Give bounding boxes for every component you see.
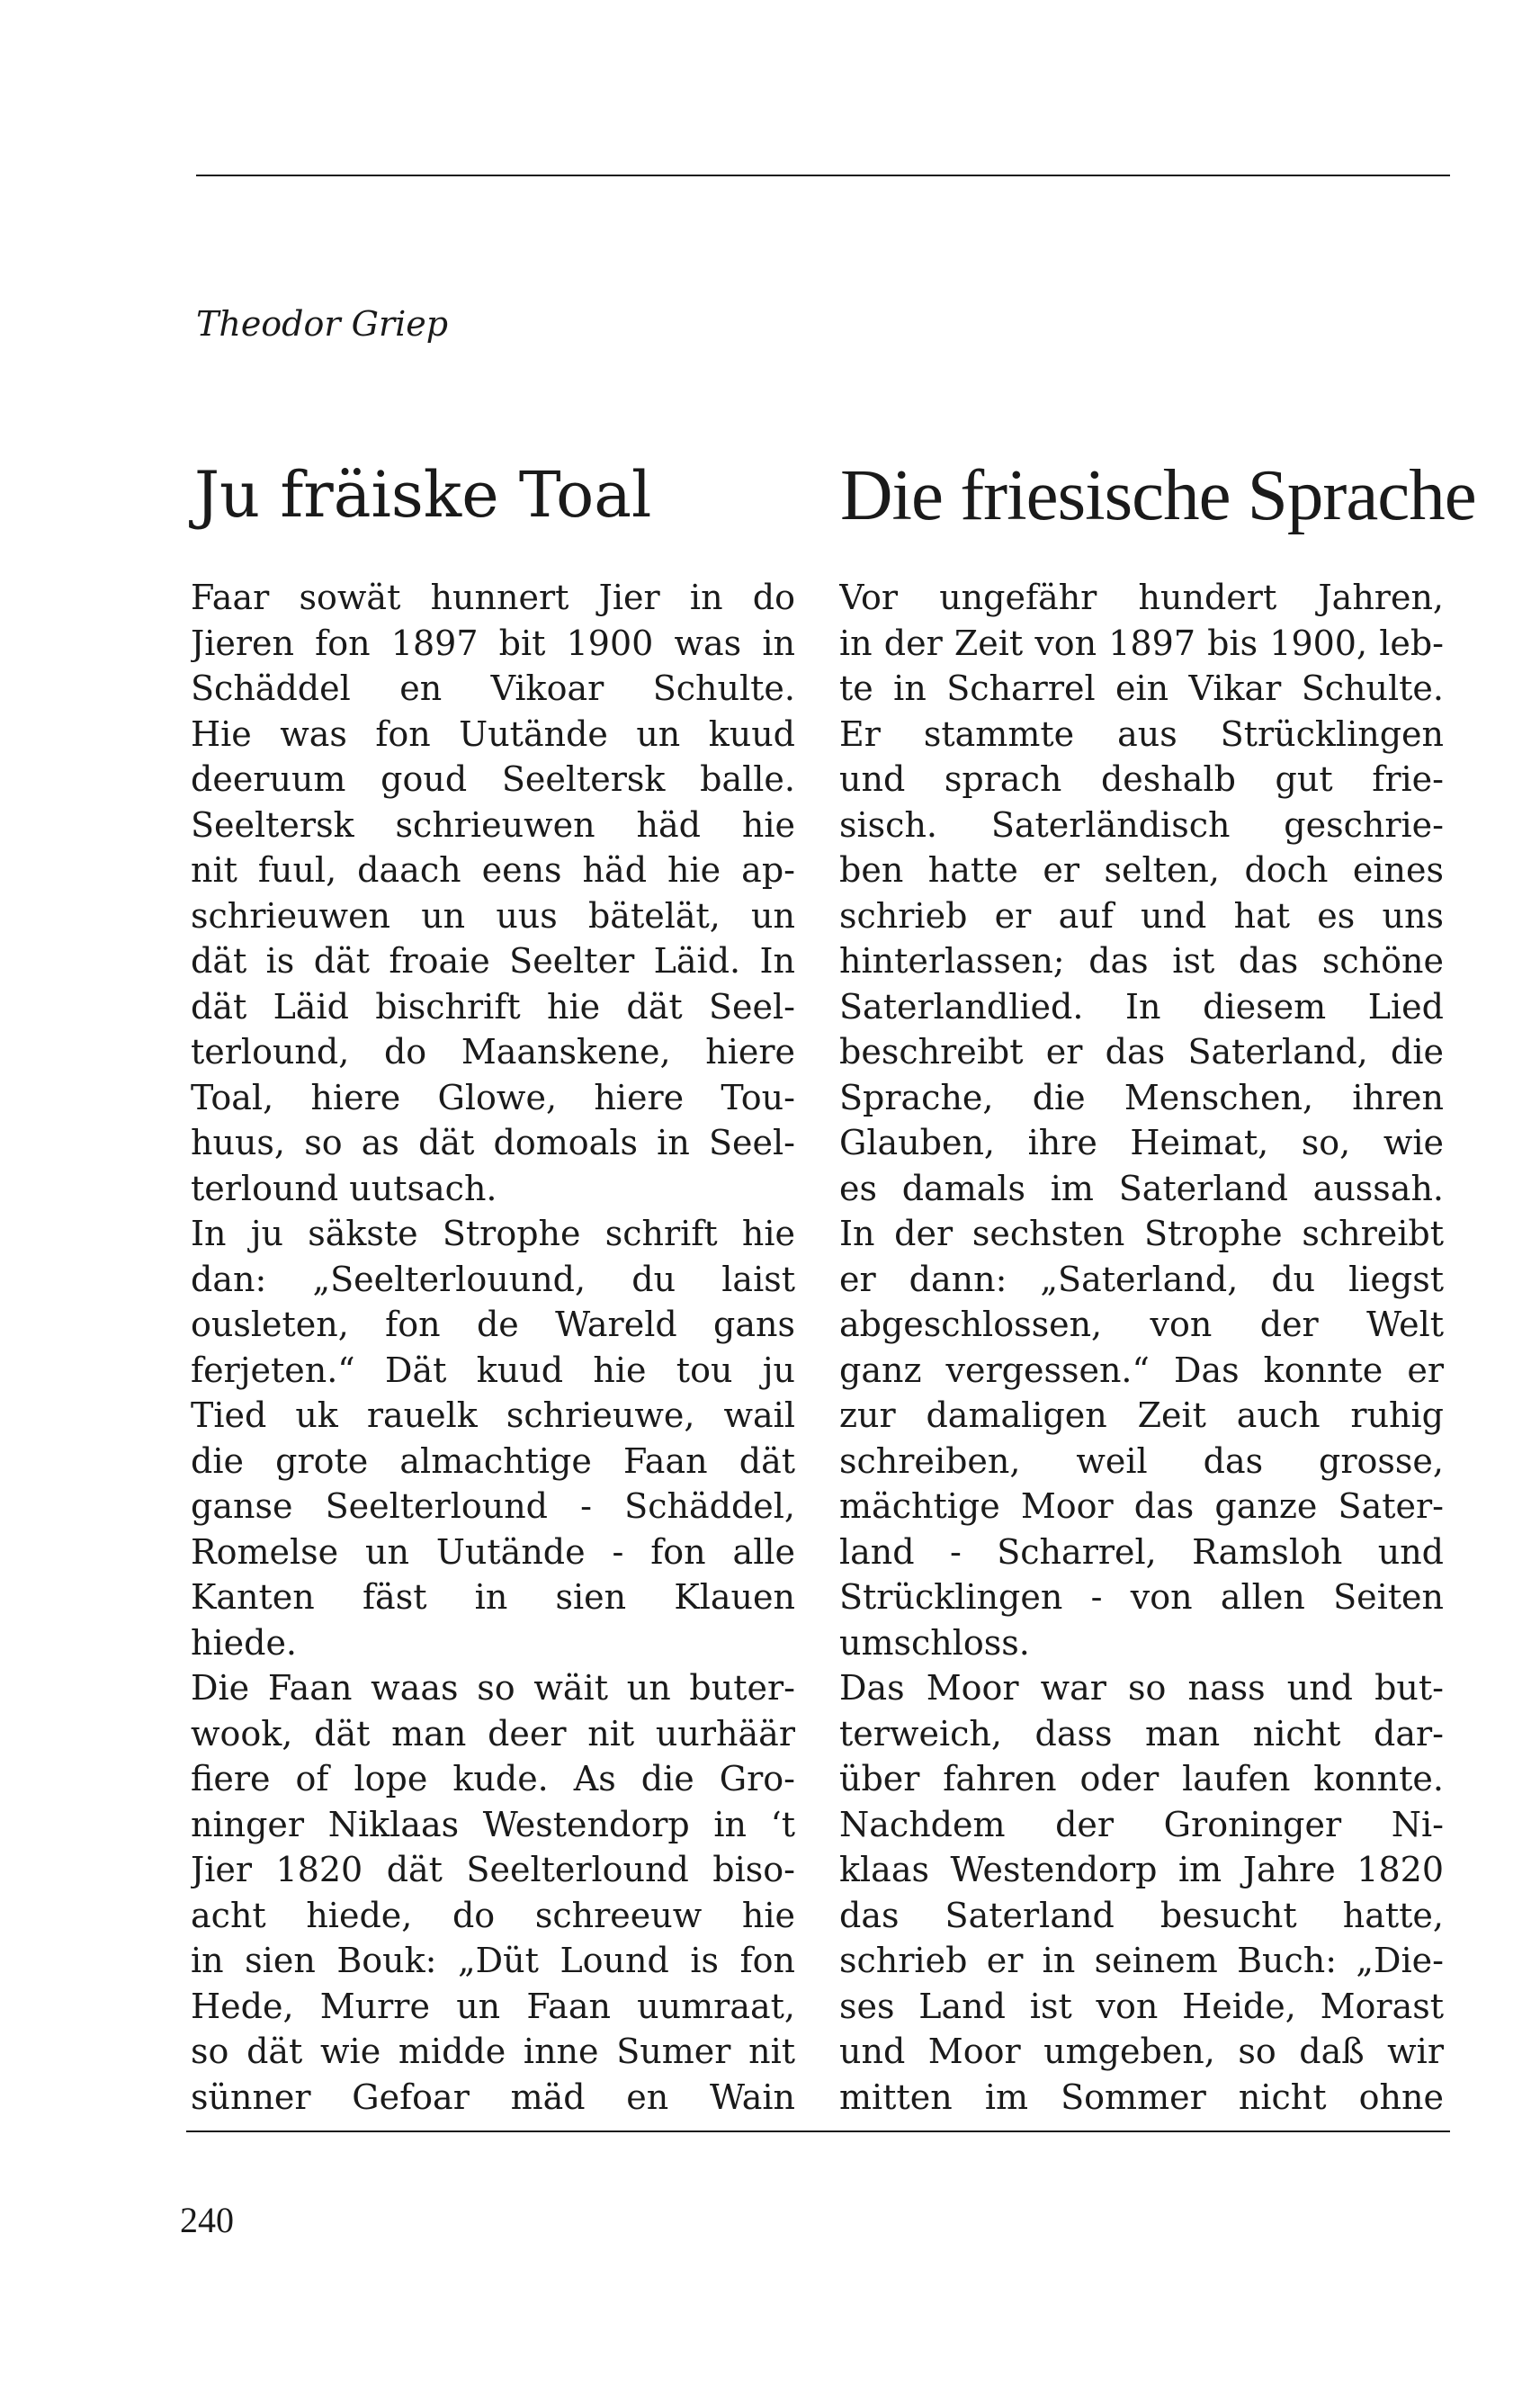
text-line: Schäddel en Vikoar Schulte. [191,668,795,708]
text-line: Faar sowät hunnert Jier in do [191,578,795,617]
text-line: Jier 1820 dät Seelterlound biso- [191,1850,795,1889]
text-line: dät Läid bischrift hie dät Seel- [191,986,795,1027]
author-name: Theodor Griep [196,304,449,344]
text-line: Die Faan waas so wäit un buter- [191,1668,795,1708]
text-line: Hede, Murre un Faan uumraat, [191,1986,795,2026]
text-line: das Saterland besucht hatte, [839,1895,1444,1935]
text-line: über fahren oder laufen konnte. [839,1759,1444,1799]
page-number: 240 [180,2200,234,2240]
title-frisian: Ju fräiske Toal [194,458,652,532]
text-line: ganz vergessen.“ Das konnte er [839,1350,1444,1390]
text-line: nit fuul, daach eens häd hie ap- [191,850,795,890]
text-line: Saterlandlied. In diesem Lied [839,986,1444,1027]
bottom-rule [186,2130,1450,2132]
text-line: In der sechsten Strophe schreibt [839,1214,1444,1253]
text-line: ferjeten.“ Dät kuud hie tou ju [191,1350,795,1390]
text-line: umschloss. [839,1622,1030,1663]
text-line: zur damaligen Zeit auch ruhig [839,1395,1444,1435]
text-line: ninger Niklaas Westendorp in ‘t [191,1804,795,1844]
text-line: Kanten fäst in sien Klauen [191,1577,795,1617]
top-rule [196,175,1450,176]
text-line: er dann: „Saterland, du liegst [839,1259,1444,1299]
text-line: Romelse un Uutände - fon alle [191,1531,795,1572]
text-line: mitten im Sommer nicht ohne [839,2077,1444,2117]
text-line: dät is dät froaie Seelter Läid. In [191,941,795,981]
text-line: in der Zeit von 1897 bis 1900, leb- [839,623,1444,663]
text-line: Glauben, ihre Heimat, so, wie [839,1123,1444,1162]
text-line: Nachdem der Groninger Ni- [839,1804,1444,1844]
text-line: Toal, hiere Glowe, hiere Tou- [191,1077,795,1117]
text-line: sisch. Saterländisch geschrie- [839,804,1444,845]
text-line: schrieb er auf und hat es uns [839,895,1444,936]
text-line: beschreibt er das Saterland, die [839,1032,1444,1072]
title-german: Die friesische Sprache [840,454,1476,535]
text-line: und Moor umgeben, so daß wir [839,2032,1444,2071]
text-line: land - Scharrel, Ramsloh und [839,1531,1444,1572]
text-line: deeruum goud Seeltersk balle. [191,759,795,799]
text-line: schrieuwen un uus bätelät, un [191,895,795,936]
text-line: hiede. [191,1622,298,1663]
text-line: te in Scharrel ein Vikar Schulte. [839,668,1444,708]
text-line: terlound uutsach. [191,1168,497,1208]
text-line: fiere of lope kude. As die Gro- [191,1759,795,1799]
text-line: terweich, dass man nicht dar- [839,1713,1444,1754]
text-line: Seeltersk schrieuwen häd hie [191,804,795,845]
text-line: sünner Gefoar mäd en Wain [191,2077,795,2117]
text-line: die grote almachtige Faan dät [191,1440,795,1481]
text-line: Das Moor war so nass und but- [839,1668,1444,1708]
text-line: In ju säkste Strophe schrift hie [191,1214,795,1253]
text-line: ganse Seelterlound - Schäddel, [191,1486,795,1526]
text-line: es damals im Saterland aussah. [839,1168,1444,1208]
text-line: ben hatte er selten, doch eines [839,850,1444,890]
text-line: Tied uk rauelk schrieuwe, wail [191,1395,795,1435]
text-line: acht hiede, do schreeuw hie [191,1895,795,1935]
text-line: schreiben, weil das grosse, [839,1440,1444,1481]
text-line: wook, dät man deer nit uurhäär [191,1713,795,1754]
text-line: in sien Bouk: „Düt Lound is fon [191,1941,795,1980]
text-line: Vor ungefähr hundert Jahren, [839,578,1444,617]
text-line: mächtige Moor das ganze Sater- [839,1486,1444,1526]
text-line: so dät wie midde inne Sumer nit [191,2032,795,2071]
column-german [839,575,1444,2120]
text-line: abgeschlossen, von der Welt [839,1305,1444,1344]
text-line: Er stammte aus Strücklingen [839,713,1444,754]
text-line: und sprach deshalb gut frie- [839,759,1444,799]
text-line: huus, so as dät domoals in Seel- [191,1123,795,1162]
column-frisian [191,575,795,2120]
text-line: dan: „Seelterlouund, du laist [191,1259,795,1299]
text-line: hinterlassen; das ist das schöne [839,941,1444,981]
text-line: Strücklingen - von allen Seiten [839,1577,1444,1617]
text-line: Hie was fon Uutände un kuud [191,713,795,754]
text-line: ousleten, fon de Wareld gans [191,1305,795,1344]
text-line: terlound, do Maanskene, hiere [191,1032,795,1072]
text-line: Jieren fon 1897 bit 1900 was in [191,623,795,663]
text-line: schrieb er in seinem Buch: „Die- [839,1941,1444,1980]
text-line: Sprache, die Menschen, ihren [839,1077,1444,1117]
text-line: ses Land ist von Heide, Morast [839,1986,1444,2026]
text-line: klaas Westendorp im Jahre 1820 [839,1850,1444,1889]
